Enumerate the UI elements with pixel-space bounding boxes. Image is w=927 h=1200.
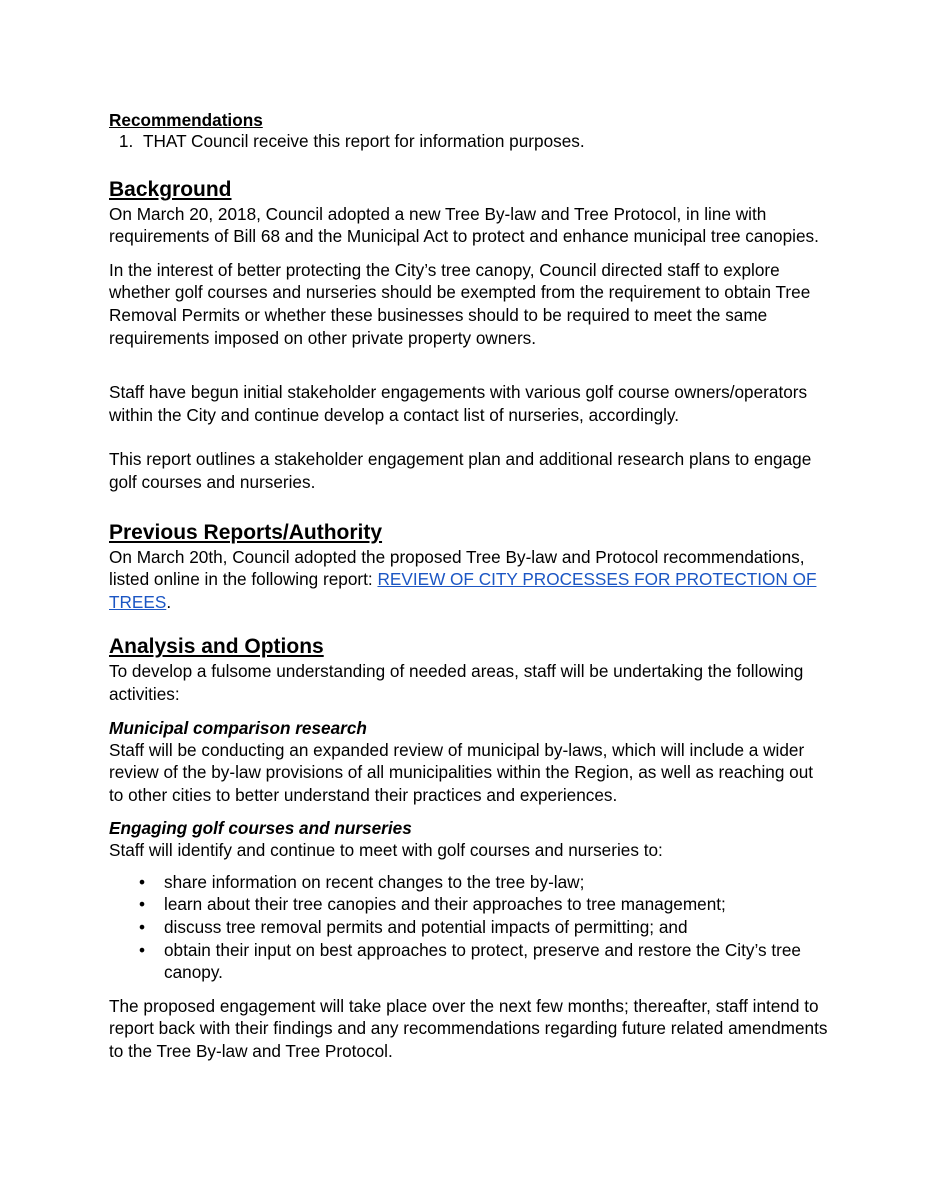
municipal-research-text: Staff will be conducting an expanded review of municipal by-laws, which will include a wider review of the by-law provisions of all municipalities within the Region, as well as reaching out to other cities to better understand their practices and experiences. [109, 739, 814, 805]
background-paragraph-2: In the interest of better protecting the City’s tree canopy, Council directed staff to explore whether golf courses and nurseries should be exempted from the requirement to obtain Tree Removal Permits or whether these businesses should to be required to meet the same requirements imposed on other private property owners. [109, 259, 811, 348]
municipal-research-subheading: Municipal comparison research [109, 717, 367, 738]
bullet-item [109, 871, 829, 894]
bullet-text: share information on recent changes to the tree by-law; [164, 871, 585, 892]
background-paragraph-4: This report outlines a stakeholder engagement plan and additional research plans to engage golf courses and nurseries. [109, 449, 812, 492]
bullet-icon: • [138, 871, 146, 892]
background-paragraph-3: Staff have begun initial stakeholder engagements with various golf course owners/operators within the City and continue develop a contact list of nurseries, accordingly. [109, 382, 808, 425]
background-heading: Background [109, 177, 232, 201]
previous-reports-text: On March 20th, Council adopted the proposed Tree By-law and Protocol recommendations, listed online in the following report: [109, 546, 805, 590]
recommendation-item: 1. THAT Council receive this report for information purposes. [138, 130, 829, 153]
bullet-item [109, 916, 829, 939]
bullet-item [109, 939, 829, 984]
bullet-icon: • [138, 894, 146, 915]
bullet-text: learn about their tree canopies and their approaches to tree management; [164, 894, 726, 915]
previous-reports-paragraph [109, 546, 829, 614]
engagement-bullet-list [109, 871, 829, 984]
bullet-icon: • [138, 917, 146, 938]
recommendations-heading: Recommendations [109, 110, 263, 130]
analysis-heading: Analysis and Options [109, 635, 324, 659]
recommendations-list [109, 130, 829, 153]
engaging-subheading: Engaging golf courses and nurseries [109, 818, 412, 839]
bullet-icon: • [138, 939, 146, 960]
closing-paragraph: The proposed engagement will take place over the next few months; thereafter, staff intend to report back with their findings and any recommendations regarding future related amendments to the Tree By-law and Tree Protocol. [109, 995, 828, 1062]
bullet-item [109, 893, 829, 916]
bullet-text: obtain their input on best approaches to protect, preserve and restore the City’s tree canopy. [164, 939, 801, 983]
engaging-text: Staff will identify and continue to meet with golf courses and nurseries to: [109, 840, 663, 861]
analysis-intro: To develop a fulsome understanding of needed areas, staff will be undertaking the following activities: [109, 661, 804, 704]
report-link[interactable]: REVIEW OF CITY PROCESSES FOR PROTECTION OF TREES [109, 569, 817, 612]
previous-reports-period: . [166, 591, 172, 612]
previous-reports-heading: Previous Reports/Authority [109, 520, 383, 544]
background-paragraph-1: On March 20, 2018, Council adopted a new Tree By-law and Tree Protocol, in line with requirements of Bill 68 and the Municipal Act to protect and enhance municipal tree canopies. [109, 203, 819, 247]
document-page [109, 110, 829, 1063]
bullet-text: discuss tree removal permits and potential impacts of permitting; and [164, 917, 688, 938]
